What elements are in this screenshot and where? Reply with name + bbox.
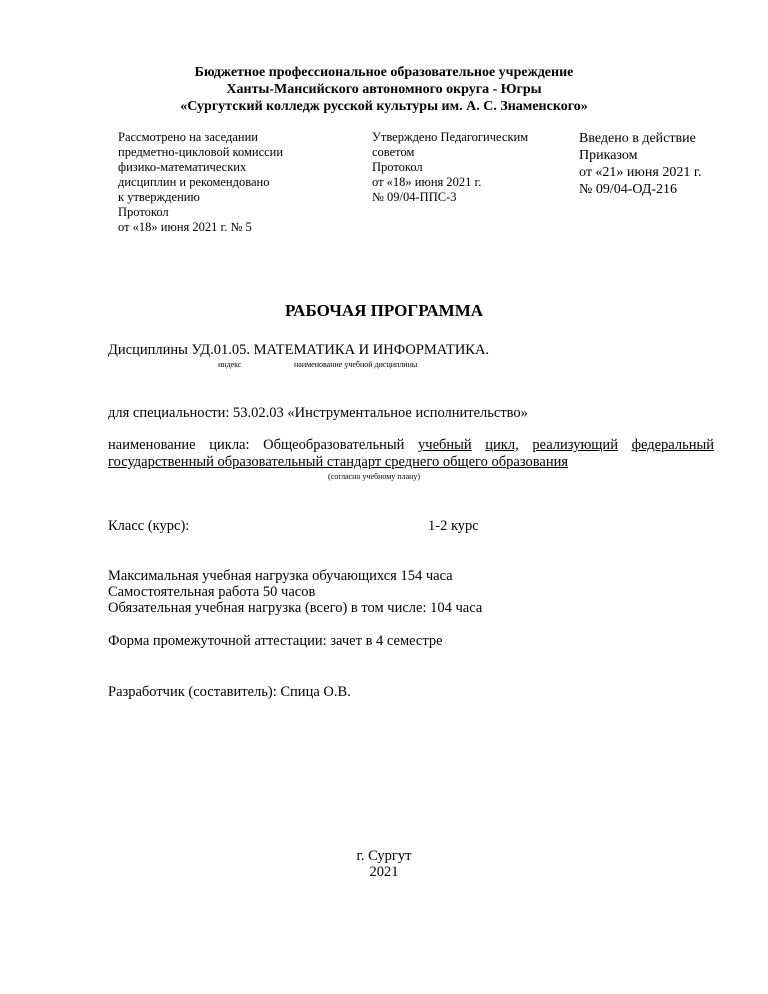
cycle-caption: (согласно учебному плану) [328,472,421,481]
class-value: 1-2 курс [428,518,479,534]
approval-line: советом [372,145,415,159]
header-line-2: Ханты-Мансийского автономного округа - Югры [226,82,542,97]
cycle-line-2: государственный образовательный стандарт среднего общего образования [108,454,569,470]
institution-header [0,64,768,115]
document-title: РАБОЧАЯ ПРОГРАММА [284,301,484,320]
approval-line: от «18» июня 2021 г. [372,175,482,189]
approval-line: к утверждению [118,190,200,204]
approval-line: от «18» июня 2021 г. № 5 [118,220,252,234]
cycle-word: цикла: [209,437,250,453]
approval-line: дисциплин и рекомендовано [118,175,270,189]
approval-line: Утверждено Педагогическим [372,130,529,144]
cycle-word: цикл, [485,437,519,453]
approval-line: Протокол [118,205,169,219]
cycle-word: федеральный [631,437,714,453]
developer: Разработчик (составитель): Спица О.В. [108,684,351,700]
approval-order-block [579,130,701,198]
discipline-line: Дисциплины УД.01.05. МАТЕМАТИКА И ИНФОРМАТИКА. [108,342,490,358]
approval-council-block [372,130,528,205]
attestation-form: Форма промежуточной аттестации: зачет в 4 семестре [108,633,443,649]
discipline-index-caption: индекс [218,360,242,369]
self-work: Самостоятельная работа 50 часов [108,584,316,600]
approval-line: от «21» июня 2021 г. [579,165,702,180]
discipline-name-caption: наименование учебной дисциплины [294,360,418,369]
approval-line: № 09/04-ОД-216 [579,182,678,197]
approval-line: № 09/04-ППС-3 [372,190,457,204]
cycle-word: учебный [418,437,472,453]
cycle-line-1 [108,437,714,454]
class-label: Класс (курс): [108,518,190,534]
header-line-3: «Сургутский колледж русской культуры им. А. С. Знаменского» [180,99,588,114]
approval-line: Введено в действие [579,131,696,146]
approval-line: физико-математических [118,160,247,174]
approval-line: Рассмотрено на заседании [118,130,258,144]
cycle-word: наименование [108,437,196,453]
approval-line: предметно-цикловой комиссии [118,145,284,159]
max-load: Максимальная учебная нагрузка обучающихся 154 часа [108,568,453,584]
footer-city: г. Сургут [356,848,412,864]
header-line-1: Бюджетное профессиональное образовательное учреждение [194,65,574,80]
approval-commission-block [118,130,283,235]
approval-line: Приказом [579,148,638,163]
specialty-line: для специальности: 53.02.03 «Инструментальное исполнительство» [108,405,528,421]
cycle-word: реализующий [532,437,618,453]
cycle-word: Общеобразовательный [263,437,405,453]
mandatory-load: Обязательная учебная нагрузка (всего) в том числе: 104 часа [108,600,483,616]
approval-line: Протокол [372,160,423,174]
footer-year: 2021 [369,864,399,880]
